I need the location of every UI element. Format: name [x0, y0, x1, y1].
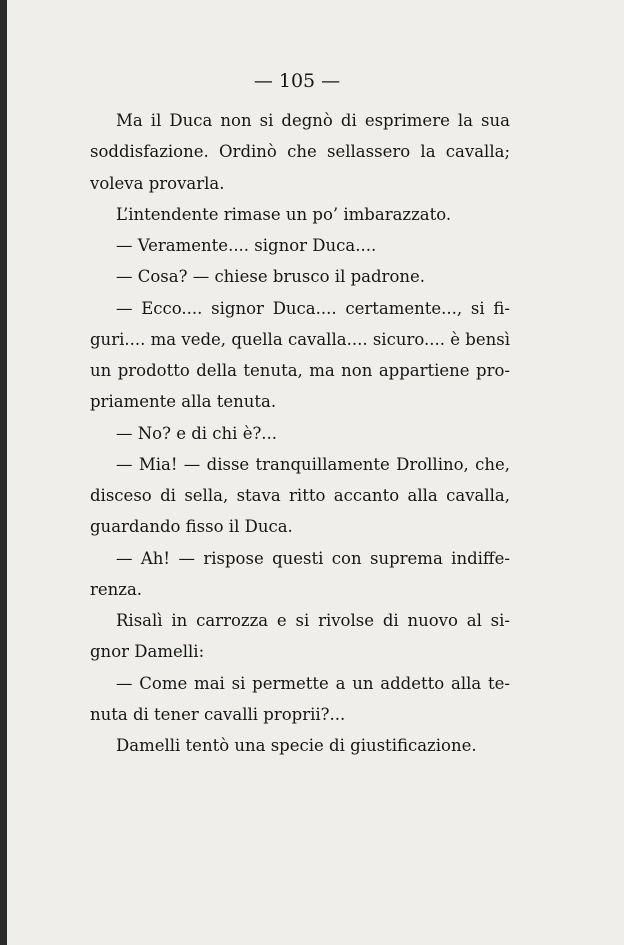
- text-line: — Ecco.... signor Duca.... certamente..., si fi-: [116, 298, 510, 318]
- text-line: L’intendente rimase un po’ imbarazzato.: [116, 204, 452, 224]
- text-line: — Come mai si permette a un addetto alla te-: [116, 673, 510, 693]
- text-line: guri.... ma vede, quella cavalla.... sicuro.... è bensì: [90, 329, 510, 349]
- text-line: — No? e di chi è?...: [116, 423, 278, 443]
- text-line: — Mia! — disse tranquillamente Drollino, che,: [116, 454, 510, 474]
- binding-edge: [0, 0, 7, 945]
- text-line: Damelli tentò una specie di giustificazione.: [116, 736, 477, 755]
- text-line: un prodotto della tenuta, ma non appartiene pro-: [90, 361, 510, 380]
- text-line: guardando fisso il Duca.: [90, 517, 293, 537]
- text-line: — Ah! — rispose questi con suprema indiffe-: [116, 548, 510, 568]
- text-line: gnor Damelli:: [90, 642, 205, 662]
- text-line: — Veramente.... signor Duca....: [116, 236, 377, 255]
- text-line: renza.: [90, 579, 143, 599]
- text-line: — Cosa? — chiese brusco il padrone.: [116, 267, 426, 287]
- text-line: Ma il Duca non si degnò di esprimere la sua: [116, 111, 510, 130]
- text-line: nuta di tener cavalli proprii?...: [90, 704, 346, 724]
- body-text: [90, 105, 510, 761]
- page-number: — 105 —: [253, 70, 341, 92]
- text-line: Risalì in carrozza e si rivolse di nuovo al si-: [116, 611, 510, 630]
- text-line: voleva provarla.: [90, 173, 225, 193]
- text-line: soddisfazione. Ordinò che sellassero la cavalla;: [90, 142, 510, 162]
- text-line: priamente alla tenuta.: [90, 392, 277, 412]
- text-line: disceso di sella, stava ritto accanto alla cavalla,: [90, 486, 510, 505]
